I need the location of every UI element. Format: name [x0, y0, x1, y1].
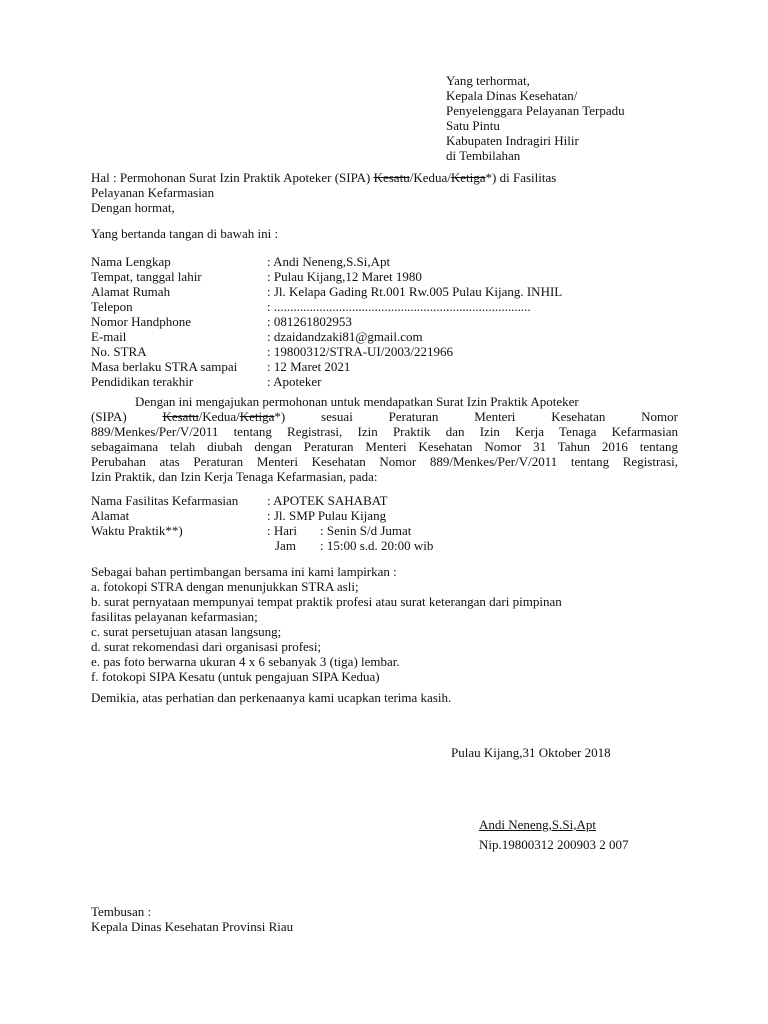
identity-label: Masa berlaku STRA sampai	[91, 359, 238, 374]
attachment-item: e. pas foto berwarna ukuran 4 x 6 sebanyak 3 (tiga) lembar.	[91, 654, 400, 669]
facility-table	[91, 493, 591, 553]
day-label: : Hari	[267, 523, 297, 538]
body-line: Dengan ini mengajukan permohonan untuk mendapatkan Surat Izin Praktik Apoteker	[135, 394, 579, 409]
facility-row	[91, 493, 591, 508]
recipient-line: Kepala Dinas Kesehatan/	[446, 88, 578, 103]
attachment-item: c. surat persetujuan atasan langsung;	[91, 624, 282, 639]
body-line: sebagaimana telah diubah dengan Peraturan Menteri Kesehatan Nomor 31 Tahun 2016 tentang	[91, 439, 678, 454]
identity-label: Tempat, tanggal lahir	[91, 269, 202, 284]
attachments-intro: Sebagai bahan pertimbangan bersama ini kami lampirkan :	[91, 564, 397, 579]
facility-value: : Jl. SMP Pulau Kijang	[267, 508, 387, 523]
signature-block	[479, 817, 629, 852]
facility-label: Alamat	[91, 508, 130, 523]
body-line: Perubahan atas Peraturan Menteri Kesehatan Nomor 889/Menkes/Per/V/2011 tentang Registrasi,	[91, 454, 678, 469]
identity-row	[91, 254, 691, 269]
identity-row	[91, 299, 691, 314]
body-line: 889/Menkes/Per/V/2011 tentang Registrasi, Izin Praktik dan Izin Kerja Tenaga Kefarmasian	[91, 424, 678, 439]
recipient-block	[446, 73, 625, 163]
attachment-item: b. surat pernyataan mempunyai tempat praktik profesi atau surat keterangan dari pimpinan	[91, 594, 562, 609]
recipient-line: Yang terhormat,	[446, 73, 530, 88]
place-date: Pulau Kijang,31 Oktober 2018	[451, 745, 611, 760]
identity-row	[91, 269, 691, 284]
attachment-item: d. surat rekomendasi dari organisasi profesi;	[91, 639, 322, 654]
identity-label: Pendidikan terakhir	[91, 374, 194, 389]
closing-text: Demikia, atas perhatian dan perkenaanya kami ucapkan terima kasih.	[91, 690, 452, 705]
day-value: : Senin S/d Jumat	[320, 523, 412, 538]
subject-line-2: Pelayanan Kefarmasian	[91, 185, 215, 200]
recipient-line: Kabupaten Indragiri Hilir	[446, 133, 579, 148]
body-paragraph	[91, 394, 678, 484]
identity-row	[91, 374, 691, 389]
body-line: Izin Praktik, dan Izin Kerja Tenaga Kefarmasian, pada:	[91, 469, 378, 484]
cc-title: Tembusan :	[91, 904, 152, 919]
intro-text: Yang bertanda tangan di bawah ini :	[91, 226, 279, 241]
body-line: (SIPA) Kesatu/Kedua/Ketiga*) sesuai Peraturan Menteri Kesehatan Nomor	[91, 409, 678, 424]
attachment-item: fasilitas pelayanan kefarmasian;	[91, 609, 258, 624]
identity-label: E-mail	[91, 329, 127, 344]
strikethrough-option: Kesatu	[162, 409, 199, 424]
identity-value: : 19800312/STRA-UI/2003/221966	[267, 344, 453, 359]
identity-row	[91, 284, 691, 299]
identity-value: : Jl. Kelapa Gading Rt.001 Rw.005 Pulau Kijang. INHIL	[267, 284, 563, 299]
cc-line: Kepala Dinas Kesehatan Provinsi Riau	[91, 919, 294, 934]
identity-value: : dzaidandzaki81@gmail.com	[267, 329, 423, 344]
identity-value: : Apoteker	[267, 374, 322, 389]
identity-label: Telepon	[91, 299, 133, 314]
identity-value: : Pulau Kijang,12 Maret 1980	[267, 269, 422, 284]
subject-line: Hal : Permohonan Surat Izin Praktik Apoteker (SIPA) Kesatu/Kedua/Ketiga*) di Fasilitas	[91, 170, 557, 185]
identity-value: : ...............................................................................	[267, 299, 531, 314]
identity-label: Nomor Handphone	[91, 314, 192, 329]
hour-value: : 15:00 s.d. 20:00 wib	[320, 538, 434, 553]
identity-row	[91, 344, 691, 359]
facility-value: : APOTEK SAHABAT	[267, 493, 388, 508]
recipient-line: Satu Pintu	[446, 118, 500, 133]
facility-label: Nama Fasilitas Kefarmasian	[91, 493, 239, 508]
attachments-block	[91, 564, 562, 684]
signatory-name: Andi Neneng,S.Si,Apt	[479, 817, 596, 832]
signatory-nip: Nip.19800312 200903 2 007	[479, 837, 629, 852]
identity-label: No. STRA	[91, 344, 147, 359]
attachment-item: f. fotokopi SIPA Kesatu (untuk pengajuan SIPA Kedua)	[91, 669, 380, 684]
identity-table	[91, 254, 691, 389]
hour-label: Jam	[275, 538, 296, 553]
strikethrough-option: Ketiga	[450, 170, 486, 185]
identity-label: Alamat Rumah	[91, 284, 171, 299]
attachment-item: a. fotokopi STRA dengan menunjukkan STRA asli;	[91, 579, 359, 594]
identity-row	[91, 314, 691, 329]
strikethrough-option: Kesatu	[373, 170, 410, 185]
facility-label: Waktu Praktik**)	[91, 523, 183, 538]
facility-row	[91, 538, 591, 553]
facility-row	[91, 508, 591, 523]
identity-row	[91, 359, 691, 374]
identity-value: : 081261802953	[267, 314, 352, 329]
facility-row	[91, 523, 591, 538]
identity-value: : 12 Maret 2021	[267, 359, 351, 374]
greeting: Dengan hormat,	[91, 200, 175, 215]
subject-block	[91, 170, 556, 215]
identity-value: : Andi Neneng,S.Si,Apt	[267, 254, 391, 269]
cc-block	[91, 904, 293, 934]
recipient-line: Penyelenggara Pelayanan Terpadu	[446, 103, 625, 118]
identity-row	[91, 329, 691, 344]
recipient-line: di Tembilahan	[446, 148, 521, 163]
identity-label: Nama Lengkap	[91, 254, 171, 269]
strikethrough-option: Ketiga	[239, 409, 275, 424]
